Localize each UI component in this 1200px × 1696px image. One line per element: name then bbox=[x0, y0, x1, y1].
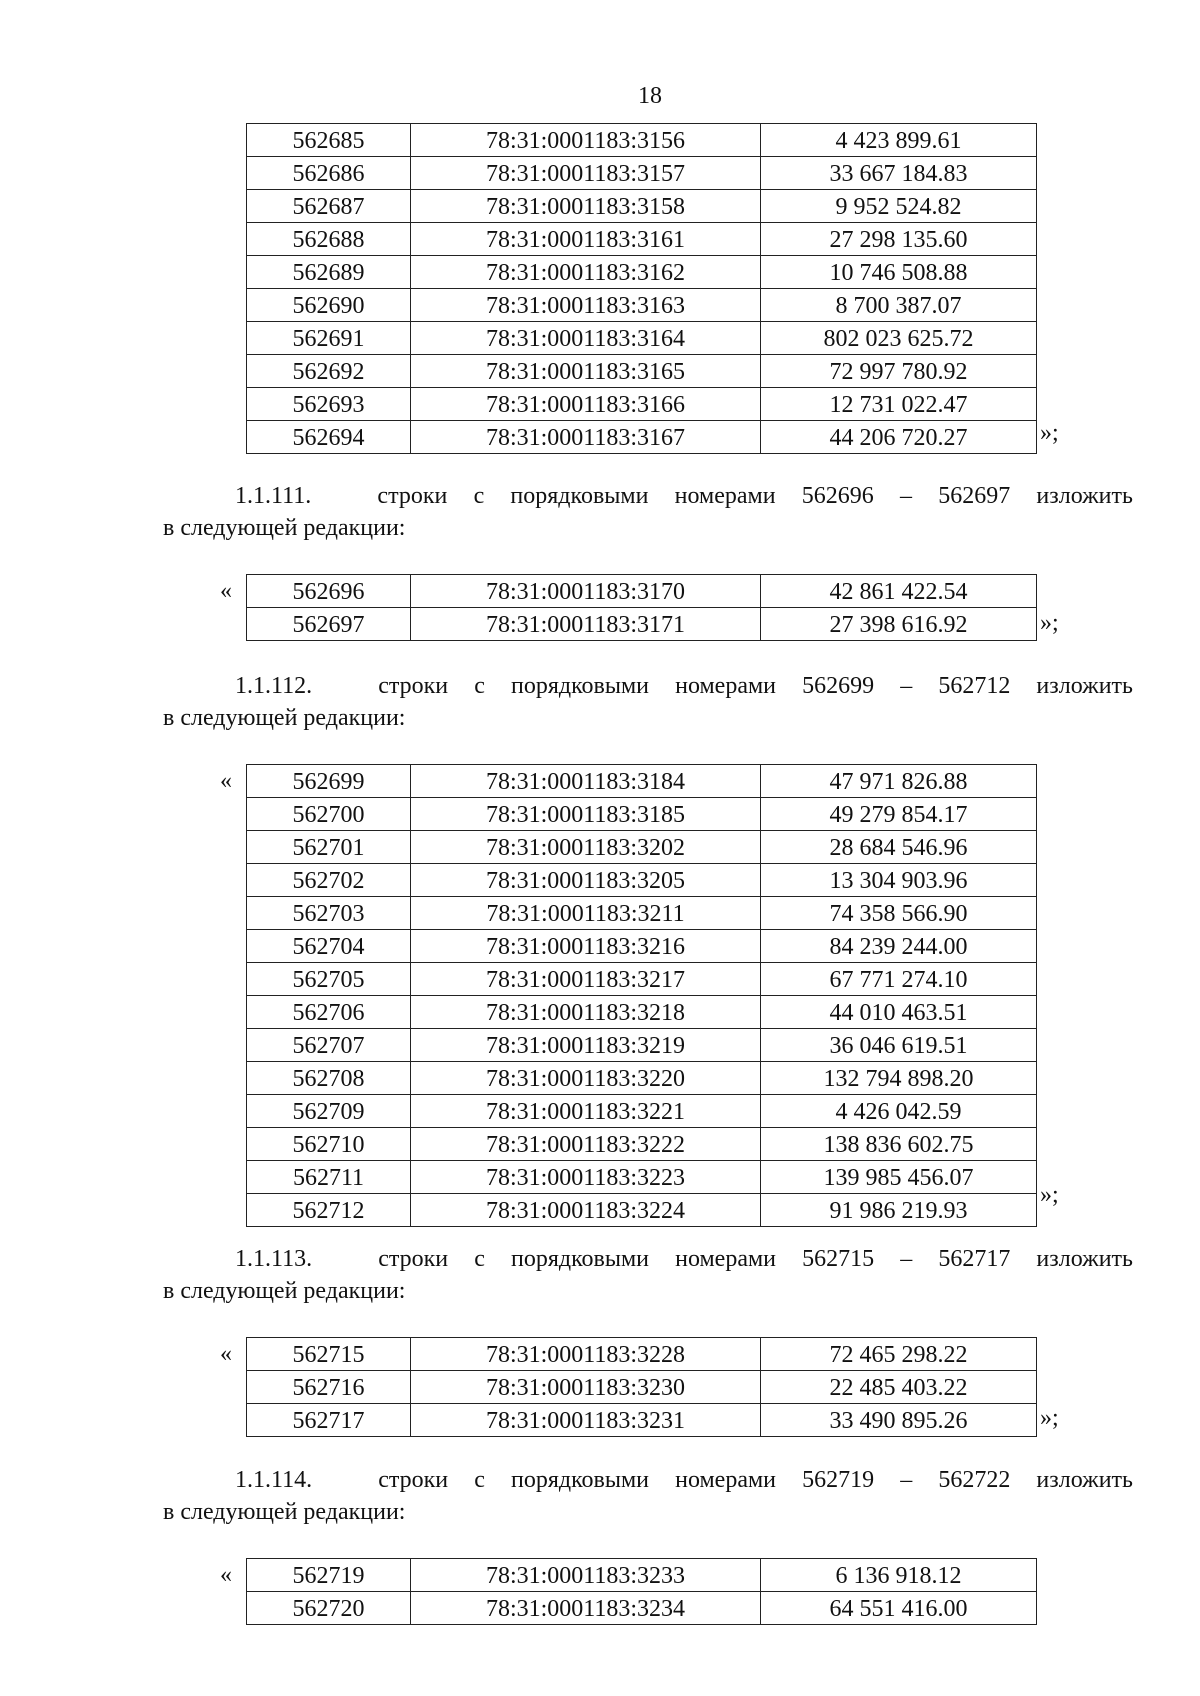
paragraph-first-line bbox=[163, 1243, 1133, 1275]
paragraph-word: порядковыми bbox=[510, 1467, 650, 1493]
row-number-cell: 562690 bbox=[247, 289, 411, 322]
cadastral-number-cell: 78:31:0001183:3164 bbox=[411, 322, 761, 355]
paragraph-word: с bbox=[474, 1246, 485, 1272]
register-table bbox=[246, 574, 1037, 641]
row-number-cell: 562710 bbox=[247, 1128, 411, 1161]
row-number-cell: 562705 bbox=[247, 963, 411, 996]
table-body bbox=[246, 1337, 1037, 1437]
row-number-cell: 562693 bbox=[247, 388, 411, 421]
row-number-cell: 562688 bbox=[247, 223, 411, 256]
paragraph-word: – bbox=[899, 483, 912, 509]
register-table bbox=[246, 1337, 1037, 1437]
closing-quote: »; bbox=[1040, 420, 1059, 446]
value-cell: 6 136 918.12 bbox=[761, 1559, 1037, 1592]
row-number-cell: 562694 bbox=[247, 421, 411, 454]
row-number-cell: 562708 bbox=[247, 1062, 411, 1095]
paragraph-word: номерами bbox=[675, 1467, 777, 1493]
value-cell: 4 426 042.59 bbox=[761, 1095, 1037, 1128]
row-number-cell: 562719 bbox=[247, 1559, 411, 1592]
row-number-cell: 562701 bbox=[247, 831, 411, 864]
table-row bbox=[247, 1161, 1037, 1194]
table-row bbox=[247, 963, 1037, 996]
cadastral-number-cell: 78:31:0001183:3234 bbox=[411, 1592, 761, 1625]
paragraph-second-line: в следующей редакции: bbox=[163, 515, 406, 541]
cadastral-number-cell: 78:31:0001183:3163 bbox=[411, 289, 761, 322]
value-cell: 22 485 403.22 bbox=[761, 1371, 1037, 1404]
cadastral-number-cell: 78:31:0001183:3205 bbox=[411, 864, 761, 897]
table-row bbox=[247, 1095, 1037, 1128]
row-number-cell: 562691 bbox=[247, 322, 411, 355]
cadastral-number-cell: 78:31:0001183:3231 bbox=[411, 1404, 761, 1437]
value-cell: 12 731 022.47 bbox=[761, 388, 1037, 421]
clause-number: 1.1.112. bbox=[235, 673, 313, 699]
paragraph-word: строки bbox=[378, 673, 449, 699]
value-cell: 72 997 780.92 bbox=[761, 355, 1037, 388]
value-cell: 67 771 274.10 bbox=[761, 963, 1037, 996]
cadastral-number-cell: 78:31:0001183:3221 bbox=[411, 1095, 761, 1128]
cadastral-number-cell: 78:31:0001183:3161 bbox=[411, 223, 761, 256]
row-number-cell: 562712 bbox=[247, 1194, 411, 1227]
table-row bbox=[247, 190, 1037, 223]
table-row bbox=[247, 1062, 1037, 1095]
clause-number: 1.1.113. bbox=[235, 1246, 313, 1272]
cadastral-number-cell: 78:31:0001183:3162 bbox=[411, 256, 761, 289]
cadastral-number-cell: 78:31:0001183:3216 bbox=[411, 930, 761, 963]
paragraph-second-line: в следующей редакции: bbox=[163, 1278, 406, 1304]
table-row bbox=[247, 421, 1037, 454]
cadastral-number-cell: 78:31:0001183:3202 bbox=[411, 831, 761, 864]
paragraph-word: номерами bbox=[675, 673, 777, 699]
cadastral-number-cell: 78:31:0001183:3222 bbox=[411, 1128, 761, 1161]
cadastral-number-cell: 78:31:0001183:3220 bbox=[411, 1062, 761, 1095]
register-table bbox=[246, 1558, 1037, 1625]
table-row bbox=[247, 1194, 1037, 1227]
row-number-cell: 562696 bbox=[247, 575, 411, 608]
row-number-cell: 562715 bbox=[247, 1338, 411, 1371]
value-cell: 72 465 298.22 bbox=[761, 1338, 1037, 1371]
row-number-cell: 562707 bbox=[247, 1029, 411, 1062]
table-row bbox=[247, 798, 1037, 831]
value-cell: 74 358 566.90 bbox=[761, 897, 1037, 930]
value-cell: 4 423 899.61 bbox=[761, 124, 1037, 157]
table-row bbox=[247, 996, 1037, 1029]
value-cell: 802 023 625.72 bbox=[761, 322, 1037, 355]
cadastral-number-cell: 78:31:0001183:3166 bbox=[411, 388, 761, 421]
paragraph-word: изложить bbox=[1036, 1246, 1133, 1272]
paragraph-word: – bbox=[900, 673, 913, 699]
value-cell: 28 684 546.96 bbox=[761, 831, 1037, 864]
value-cell: 139 985 456.07 bbox=[761, 1161, 1037, 1194]
amendment-paragraph bbox=[163, 670, 1133, 734]
table-row bbox=[247, 388, 1037, 421]
opening-quote: « bbox=[220, 1562, 232, 1588]
paragraph-word: порядковыми bbox=[510, 1246, 650, 1272]
row-number-cell: 562692 bbox=[247, 355, 411, 388]
paragraph-word: строки bbox=[378, 1467, 449, 1493]
paragraph-word: 562722 bbox=[938, 1467, 1011, 1493]
cadastral-number-cell: 78:31:0001183:3167 bbox=[411, 421, 761, 454]
cadastral-number-cell: 78:31:0001183:3171 bbox=[411, 608, 761, 641]
table-row bbox=[247, 608, 1037, 641]
cadastral-number-cell: 78:31:0001183:3170 bbox=[411, 575, 761, 608]
row-number-cell: 562709 bbox=[247, 1095, 411, 1128]
cadastral-number-cell: 78:31:0001183:3165 bbox=[411, 355, 761, 388]
paragraph-word: 562715 bbox=[802, 1246, 875, 1272]
paragraph-word: порядковыми bbox=[510, 673, 650, 699]
paragraph-word: строки bbox=[378, 1246, 449, 1272]
row-number-cell: 562720 bbox=[247, 1592, 411, 1625]
cadastral-number-cell: 78:31:0001183:3185 bbox=[411, 798, 761, 831]
opening-quote: « bbox=[220, 578, 232, 604]
paragraph-word: 562717 bbox=[938, 1246, 1011, 1272]
amendment-paragraph bbox=[163, 1243, 1133, 1307]
table-body bbox=[246, 123, 1037, 454]
table-row bbox=[247, 223, 1037, 256]
value-cell: 132 794 898.20 bbox=[761, 1062, 1037, 1095]
paragraph-word: с bbox=[474, 1467, 485, 1493]
opening-quote: « bbox=[220, 1341, 232, 1367]
paragraph-first-line bbox=[163, 1464, 1133, 1496]
cadastral-number-cell: 78:31:0001183:3219 bbox=[411, 1029, 761, 1062]
paragraph-word: 562696 bbox=[801, 483, 874, 509]
table-row bbox=[247, 831, 1037, 864]
paragraph-word: порядковыми bbox=[510, 483, 649, 509]
paragraph-second-line: в следующей редакции: bbox=[163, 1499, 406, 1525]
value-cell: 91 986 219.93 bbox=[761, 1194, 1037, 1227]
page-number: 18 bbox=[638, 83, 662, 109]
row-number-cell: 562686 bbox=[247, 157, 411, 190]
table-body bbox=[246, 1558, 1037, 1625]
paragraph-word: изложить bbox=[1036, 673, 1133, 699]
table-body bbox=[246, 764, 1037, 1227]
row-number-cell: 562687 bbox=[247, 190, 411, 223]
table-row bbox=[247, 1371, 1037, 1404]
value-cell: 10 746 508.88 bbox=[761, 256, 1037, 289]
table-row bbox=[247, 575, 1037, 608]
cadastral-number-cell: 78:31:0001183:3158 bbox=[411, 190, 761, 223]
value-cell: 27 398 616.92 bbox=[761, 608, 1037, 641]
table-row bbox=[247, 322, 1037, 355]
cadastral-number-cell: 78:31:0001183:3184 bbox=[411, 765, 761, 798]
paragraph-word: – bbox=[900, 1467, 913, 1493]
table-row bbox=[247, 1128, 1037, 1161]
row-number-cell: 562700 bbox=[247, 798, 411, 831]
paragraph-word: 562699 bbox=[802, 673, 875, 699]
table-body bbox=[246, 574, 1037, 641]
table-row bbox=[247, 1338, 1037, 1371]
value-cell: 33 667 184.83 bbox=[761, 157, 1037, 190]
value-cell: 8 700 387.07 bbox=[761, 289, 1037, 322]
paragraph-word: номерами bbox=[675, 1246, 777, 1272]
value-cell: 44 010 463.51 bbox=[761, 996, 1037, 1029]
paragraph-first-line bbox=[163, 670, 1133, 702]
row-number-cell: 562699 bbox=[247, 765, 411, 798]
value-cell: 47 971 826.88 bbox=[761, 765, 1037, 798]
paragraph-word: строки bbox=[377, 483, 448, 509]
cadastral-number-cell: 78:31:0001183:3218 bbox=[411, 996, 761, 1029]
row-number-cell: 562689 bbox=[247, 256, 411, 289]
amendment-paragraph bbox=[163, 480, 1133, 544]
paragraph-word: с bbox=[473, 483, 485, 509]
value-cell: 9 952 524.82 bbox=[761, 190, 1037, 223]
cadastral-number-cell: 78:31:0001183:3228 bbox=[411, 1338, 761, 1371]
row-number-cell: 562711 bbox=[247, 1161, 411, 1194]
table-row bbox=[247, 355, 1037, 388]
closing-quote: »; bbox=[1040, 1182, 1059, 1208]
register-table bbox=[246, 123, 1037, 454]
cadastral-number-cell: 78:31:0001183:3233 bbox=[411, 1559, 761, 1592]
cadastral-number-cell: 78:31:0001183:3230 bbox=[411, 1371, 761, 1404]
paragraph-word: номерами bbox=[674, 483, 776, 509]
table-row bbox=[247, 1592, 1037, 1625]
value-cell: 33 490 895.26 bbox=[761, 1404, 1037, 1437]
value-cell: 49 279 854.17 bbox=[761, 798, 1037, 831]
paragraph-word: 562697 bbox=[938, 483, 1011, 509]
row-number-cell: 562697 bbox=[247, 608, 411, 641]
paragraph-word: изложить bbox=[1036, 1467, 1133, 1493]
closing-quote: »; bbox=[1040, 1405, 1059, 1431]
table-row bbox=[247, 1559, 1037, 1592]
table-row bbox=[247, 897, 1037, 930]
paragraph-word: 562719 bbox=[802, 1467, 875, 1493]
cadastral-number-cell: 78:31:0001183:3224 bbox=[411, 1194, 761, 1227]
row-number-cell: 562702 bbox=[247, 864, 411, 897]
closing-quote: »; bbox=[1040, 610, 1059, 636]
paragraph-word: изложить bbox=[1036, 483, 1133, 509]
table-row bbox=[247, 256, 1037, 289]
table-row bbox=[247, 157, 1037, 190]
paragraph-word: 562712 bbox=[938, 673, 1011, 699]
row-number-cell: 562716 bbox=[247, 1371, 411, 1404]
row-number-cell: 562703 bbox=[247, 897, 411, 930]
table-row bbox=[247, 1029, 1037, 1062]
cadastral-number-cell: 78:31:0001183:3156 bbox=[411, 124, 761, 157]
row-number-cell: 562717 bbox=[247, 1404, 411, 1437]
cadastral-number-cell: 78:31:0001183:3223 bbox=[411, 1161, 761, 1194]
clause-number: 1.1.111. bbox=[235, 483, 312, 509]
value-cell: 13 304 903.96 bbox=[761, 864, 1037, 897]
table-row bbox=[247, 289, 1037, 322]
value-cell: 138 836 602.75 bbox=[761, 1128, 1037, 1161]
table-row bbox=[247, 765, 1037, 798]
paragraph-second-line: в следующей редакции: bbox=[163, 705, 406, 731]
opening-quote: « bbox=[220, 768, 232, 794]
table-row bbox=[247, 1404, 1037, 1437]
value-cell: 42 861 422.54 bbox=[761, 575, 1037, 608]
row-number-cell: 562704 bbox=[247, 930, 411, 963]
value-cell: 44 206 720.27 bbox=[761, 421, 1037, 454]
table-row bbox=[247, 124, 1037, 157]
register-table bbox=[246, 764, 1037, 1227]
row-number-cell: 562706 bbox=[247, 996, 411, 1029]
paragraph-first-line bbox=[163, 480, 1133, 512]
paragraph-word: с bbox=[474, 673, 485, 699]
value-cell: 36 046 619.51 bbox=[761, 1029, 1037, 1062]
row-number-cell: 562685 bbox=[247, 124, 411, 157]
cadastral-number-cell: 78:31:0001183:3211 bbox=[411, 897, 761, 930]
value-cell: 27 298 135.60 bbox=[761, 223, 1037, 256]
amendment-paragraph bbox=[163, 1464, 1133, 1528]
cadastral-number-cell: 78:31:0001183:3157 bbox=[411, 157, 761, 190]
table-row bbox=[247, 930, 1037, 963]
paragraph-word: – bbox=[900, 1246, 913, 1272]
value-cell: 84 239 244.00 bbox=[761, 930, 1037, 963]
cadastral-number-cell: 78:31:0001183:3217 bbox=[411, 963, 761, 996]
value-cell: 64 551 416.00 bbox=[761, 1592, 1037, 1625]
table-row bbox=[247, 864, 1037, 897]
clause-number: 1.1.114. bbox=[235, 1467, 313, 1493]
